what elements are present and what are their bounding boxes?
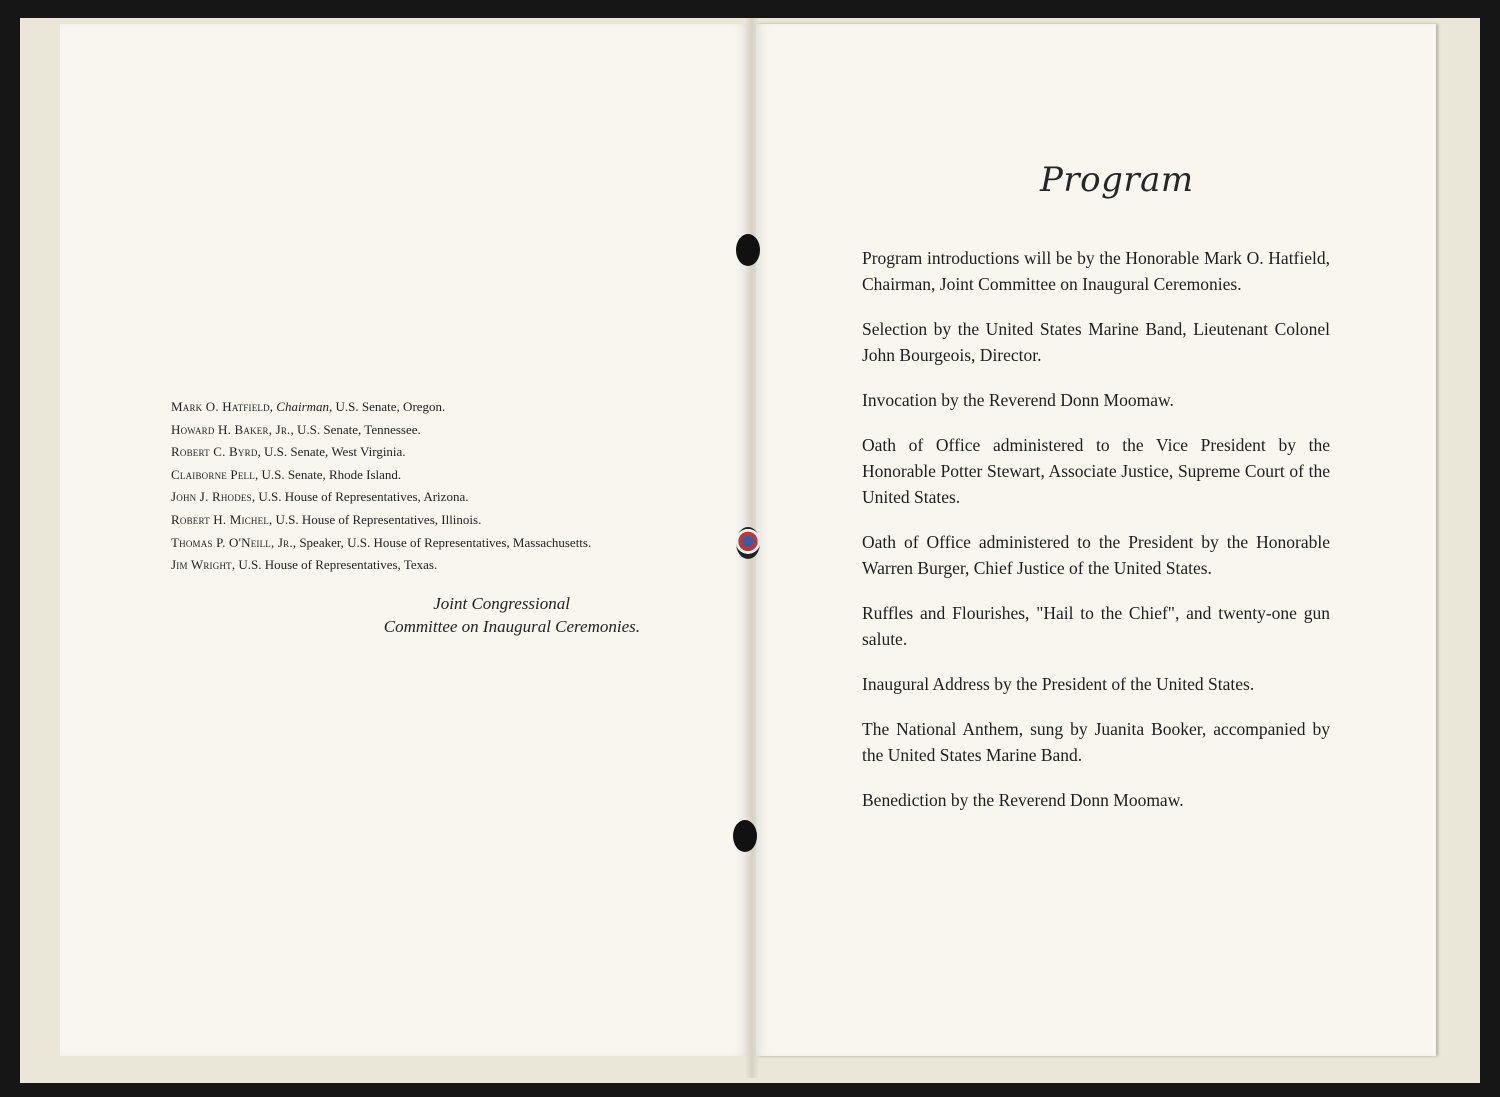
committee-member: John J. Rhodes, U.S. House of Representatives, Arizona.: [171, 489, 469, 505]
binding-hole-bottom: [733, 820, 757, 852]
committee-member: Mark O. Hatfield, Chairman, U.S. Senate, Oregon.: [171, 399, 446, 414]
program-item: Program introductions will be by the Honorable Mark O. Hatfield, Chairman, Joint Committee on Inaugural Ceremonies.: [862, 248, 1330, 294]
committee-member: Robert C. Byrd, U.S. Senate, West Virginia.: [171, 444, 406, 460]
program-title: Program: [1040, 160, 1194, 200]
program-item: Ruffles and Flourishes, "Hail to the Chief", and twenty-one gun salute.: [862, 603, 1330, 649]
program-item: The National Anthem, sung by Juanita Booker, accompanied by the United States Marine Band.: [862, 719, 1330, 765]
program-list: [862, 245, 1330, 832]
show-through-text: [315, 274, 325, 312]
committee-signature: [300, 592, 640, 638]
committee-member: Robert H. Michel, U.S. House of Representatives, Illinois.: [171, 511, 482, 527]
program-item: Oath of Office administered to the President by the Honorable Warren Burger, Chief Justice of the United States.: [862, 532, 1330, 578]
committee-member-list: [171, 396, 691, 577]
program-item: Selection by the United States Marine Band, Lieutenant Colonel John Bourgeois, Director.: [862, 319, 1330, 365]
committee-member: Thomas P. O'Neill, Jr., Speaker, U.S. House of Representatives, Massachusetts.: [171, 534, 592, 550]
program-item: Benediction by the Reverend Donn Moomaw.: [862, 790, 1184, 810]
binding-hole-middle: [736, 527, 760, 559]
committee-name-line-2: Committee on Inaugural Ceremonies.: [383, 617, 640, 636]
binding-hole-top: [736, 234, 760, 266]
committee-member: Howard H. Baker, Jr., U.S. Senate, Tennessee.: [171, 421, 421, 437]
program-item: Inaugural Address by the President of the United States.: [862, 674, 1255, 694]
program-item: Invocation by the Reverend Donn Moomaw.: [862, 390, 1174, 410]
committee-member: Claiborne Pell, U.S. Senate, Rhode Island.: [171, 466, 402, 482]
program-item: Oath of Office administered to the Vice President by the Honorable Potter Stewart, Associate Justice, Supreme Court of the United States.: [862, 435, 1330, 507]
committee-member: Jim Wright, U.S. House of Representatives, Texas.: [171, 557, 438, 573]
committee-name-line-1: Joint Congressional: [433, 594, 570, 613]
